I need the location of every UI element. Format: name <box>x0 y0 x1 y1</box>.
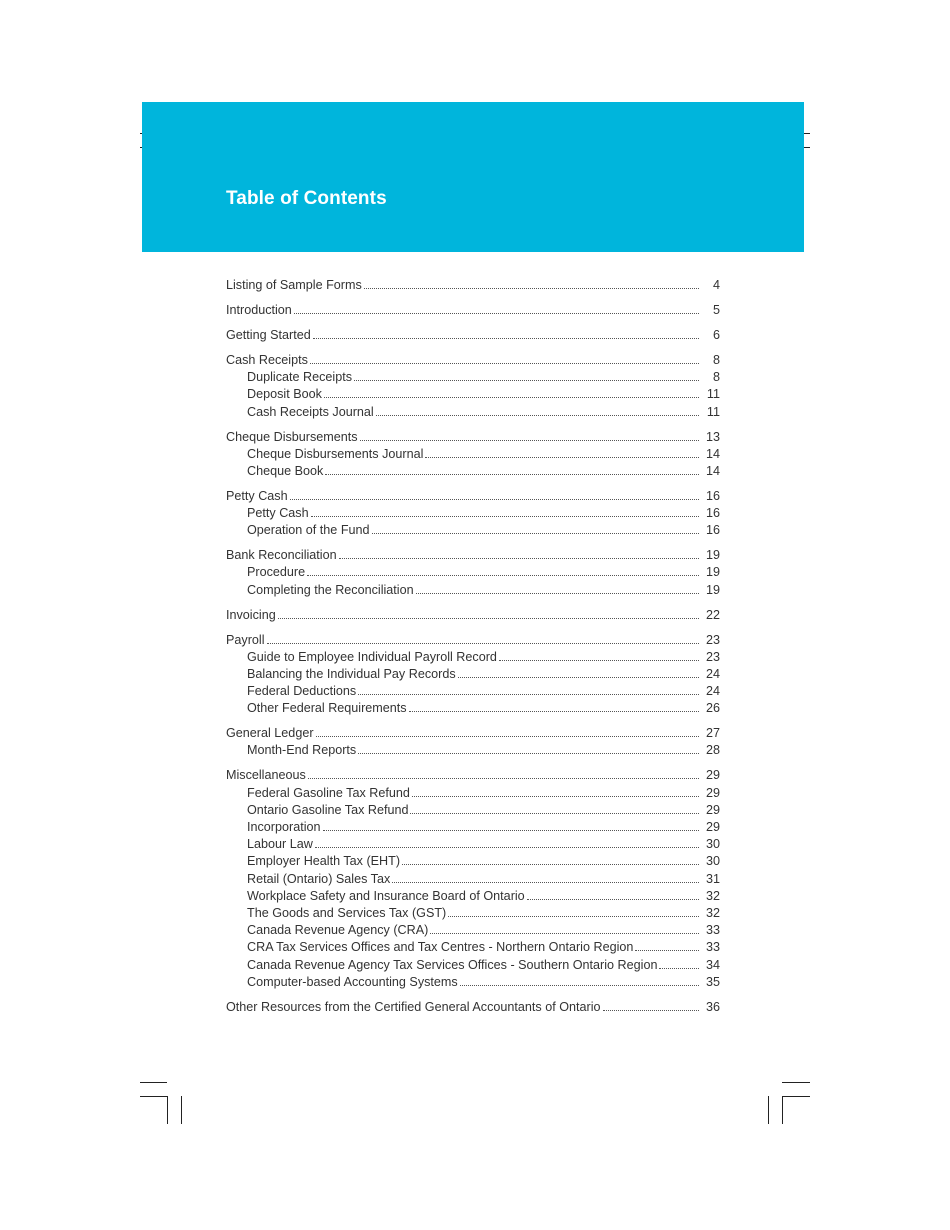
toc-section <box>226 725 720 759</box>
toc-page-number: 27 <box>705 726 720 741</box>
toc-section <box>226 632 720 718</box>
toc-page-number: 19 <box>705 565 720 580</box>
toc-entry-label: Bank Reconciliation <box>226 548 337 563</box>
toc-subentry[interactable] <box>226 564 720 581</box>
toc-subentry[interactable] <box>226 957 720 974</box>
toc-page-number: 19 <box>705 548 720 563</box>
toc-page-number: 34 <box>705 957 720 972</box>
toc-entry-label: Listing of Sample Forms <box>226 278 362 292</box>
dot-leader <box>310 352 699 364</box>
toc-subentry[interactable] <box>226 666 720 683</box>
toc-page-number: 32 <box>705 905 720 920</box>
dot-leader <box>267 632 700 644</box>
toc-subentry[interactable] <box>226 819 720 836</box>
dot-leader <box>358 742 699 754</box>
dot-leader <box>323 819 699 831</box>
dot-leader <box>460 974 699 986</box>
toc-page-number: 30 <box>705 854 720 869</box>
toc-subentry[interactable] <box>226 974 720 991</box>
toc-page-number: 16 <box>705 523 720 538</box>
toc-entry-label: Retail (Ontario) Sales Tax <box>247 871 391 886</box>
toc-entry[interactable] <box>226 327 720 344</box>
toc-subentry[interactable] <box>226 905 720 922</box>
dot-leader <box>358 683 699 695</box>
toc-page-number: 36 <box>705 999 720 1014</box>
toc-entry-label: Completing the Reconciliation <box>247 582 414 597</box>
toc-section <box>226 767 720 990</box>
toc-entry[interactable] <box>226 352 720 369</box>
toc-subentry[interactable] <box>226 922 720 939</box>
toc-entry[interactable] <box>226 725 720 742</box>
toc-entry-label: Other Federal Requirements <box>247 701 407 716</box>
toc-entry-label: Other Resources from the Certified General Accountants of Ontario <box>226 999 601 1014</box>
dot-leader <box>313 327 699 339</box>
toc-subentry[interactable] <box>226 446 720 463</box>
toc-page-number: 6 <box>712 327 720 342</box>
dot-leader <box>635 939 699 951</box>
toc-entry-label: Month-End Reports <box>247 743 357 758</box>
dot-leader <box>458 666 699 678</box>
dot-leader <box>316 725 699 737</box>
toc-entry-label: Ontario Gasoline Tax Refund <box>247 802 409 817</box>
toc-section <box>226 999 720 1016</box>
toc-entry-label: General Ledger <box>226 726 314 741</box>
dot-leader <box>308 767 699 779</box>
toc-subentry[interactable] <box>226 386 720 403</box>
toc-entry-label: The Goods and Services Tax (GST) <box>247 905 447 920</box>
toc-page-number: 26 <box>705 701 720 716</box>
toc-entry[interactable] <box>226 632 720 649</box>
dot-leader <box>307 564 699 576</box>
toc-section <box>226 547 720 599</box>
toc-entry-label: Invoicing <box>226 607 276 622</box>
toc-page-number: 28 <box>705 743 720 758</box>
toc-entry-label: Deposit Book <box>247 387 322 402</box>
toc-entry-label: Guide to Employee Individual Payroll Record <box>247 649 497 664</box>
toc-entry-label: CRA Tax Services Offices and Tax Centres - Northern Ontario Region <box>247 940 634 955</box>
dot-leader <box>412 785 699 797</box>
toc-entry-label: Introduction <box>226 302 292 317</box>
toc-page-number: 19 <box>705 582 720 597</box>
toc-entry-label: Operation of the Fund <box>247 523 370 538</box>
dot-leader <box>364 277 699 289</box>
toc-subentry[interactable] <box>226 582 720 599</box>
toc-subentry[interactable] <box>226 871 720 888</box>
toc-section <box>226 488 720 540</box>
toc-section <box>226 607 720 624</box>
toc-section <box>226 429 720 481</box>
toc-page-number: 5 <box>712 302 720 317</box>
crop-mark <box>768 1096 769 1124</box>
toc-subentry[interactable] <box>226 836 720 853</box>
toc-entry-label: Miscellaneous <box>226 768 306 783</box>
toc-page-number: 14 <box>705 463 720 478</box>
crop-mark <box>804 133 810 134</box>
toc-subentry[interactable] <box>226 369 720 386</box>
toc-subentry[interactable] <box>226 463 720 480</box>
toc-entry-label: Petty Cash <box>226 488 288 503</box>
dot-leader <box>392 871 699 883</box>
toc-entry-label: Computer-based Accounting Systems <box>247 974 458 989</box>
dot-leader <box>499 649 699 661</box>
dot-leader <box>294 302 699 314</box>
toc-entry-label: Incorporation <box>247 820 321 835</box>
toc-subentry[interactable] <box>226 742 720 759</box>
toc-page-number: 23 <box>705 632 720 647</box>
toc-entry-label: Cheque Book <box>247 463 324 478</box>
toc-page-number: 11 <box>706 387 720 402</box>
toc-entry-label: Workplace Safety and Insurance Board of Ontario <box>247 888 525 903</box>
title-banner <box>142 102 804 252</box>
toc-entry-label: Canada Revenue Agency Tax Services Offices - Southern Ontario Region <box>247 957 658 972</box>
toc-page-number: 29 <box>705 768 720 783</box>
toc-page-number: 29 <box>705 785 720 800</box>
dot-leader <box>376 404 699 416</box>
toc-entry-label: Balancing the Individual Pay Records <box>247 666 456 681</box>
toc-entry[interactable] <box>226 488 720 505</box>
toc-page-number: 35 <box>705 974 720 989</box>
crop-mark <box>140 147 142 148</box>
toc-subentry[interactable] <box>226 649 720 666</box>
toc-entry[interactable] <box>226 999 720 1016</box>
toc-page-number: 24 <box>705 666 720 681</box>
toc-page-number: 23 <box>705 649 720 664</box>
toc-subentry[interactable] <box>226 853 720 870</box>
dot-leader <box>290 488 699 500</box>
toc-subentry[interactable] <box>226 404 720 421</box>
toc-page-number: 22 <box>705 607 720 622</box>
toc-entry-label: Payroll <box>226 632 265 647</box>
toc-subentry[interactable] <box>226 939 720 956</box>
dot-leader <box>659 957 699 969</box>
toc-subentry[interactable] <box>226 683 720 700</box>
toc-page-number: 31 <box>705 871 720 886</box>
toc-subentry[interactable] <box>226 522 720 539</box>
toc-page-number: 16 <box>705 506 720 521</box>
dot-leader <box>324 386 699 398</box>
dot-leader <box>360 429 699 441</box>
toc-page-number: 24 <box>705 684 720 699</box>
toc-section <box>226 352 720 421</box>
dot-leader <box>409 700 699 712</box>
toc-page-number: 30 <box>705 837 720 852</box>
toc-page-number: 33 <box>705 940 720 955</box>
toc-entry-label: Procedure <box>247 565 306 580</box>
toc-section <box>226 302 720 319</box>
table-of-contents <box>226 277 720 1024</box>
toc-entry-label: Cheque Disbursements Journal <box>247 446 424 461</box>
crop-mark <box>804 147 810 148</box>
toc-subentry[interactable] <box>226 785 720 802</box>
crop-mark <box>167 1096 168 1124</box>
dot-leader <box>425 446 699 458</box>
page-title: Table of Contents <box>226 188 387 209</box>
toc-entry-label: Duplicate Receipts <box>247 370 352 385</box>
toc-entry-label: Labour Law <box>247 837 313 852</box>
crop-mark <box>140 1082 167 1083</box>
crop-mark <box>782 1096 783 1124</box>
crop-mark <box>140 1096 167 1097</box>
dot-leader <box>410 802 699 814</box>
toc-entry[interactable] <box>226 429 720 446</box>
toc-page-number: 29 <box>705 802 720 817</box>
dot-leader <box>372 522 699 534</box>
crop-mark <box>140 133 142 134</box>
dot-leader <box>311 505 699 517</box>
toc-entry-label: Federal Gasoline Tax Refund <box>247 785 410 800</box>
toc-entry-label: Cash Receipts <box>226 352 308 367</box>
toc-page-number: 11 <box>706 404 720 419</box>
toc-entry[interactable] <box>226 302 720 319</box>
toc-page-number: 4 <box>712 278 720 292</box>
toc-entry-label: Canada Revenue Agency (CRA) <box>247 923 429 938</box>
toc-page-number: 14 <box>705 446 720 461</box>
dot-leader <box>354 369 699 381</box>
dot-leader <box>603 999 700 1011</box>
toc-page-number: 8 <box>712 352 720 367</box>
toc-entry-label: Getting Started <box>226 327 311 342</box>
toc-page-number: 8 <box>712 370 720 385</box>
toc-entry[interactable] <box>226 607 720 624</box>
toc-entry-label: Petty Cash <box>247 506 309 521</box>
dot-leader <box>448 905 699 917</box>
dot-leader <box>527 888 699 900</box>
toc-subentry[interactable] <box>226 505 720 522</box>
toc-entry[interactable] <box>226 277 720 294</box>
toc-page-number: 29 <box>705 820 720 835</box>
dot-leader <box>430 922 699 934</box>
toc-entry-label: Employer Health Tax (EHT) <box>247 854 401 869</box>
dot-leader <box>402 853 699 865</box>
toc-entry-label: Cheque Disbursements <box>226 429 358 444</box>
crop-mark <box>782 1096 810 1097</box>
dot-leader <box>416 582 699 594</box>
toc-page-number: 16 <box>705 488 720 503</box>
toc-subentry[interactable] <box>226 802 720 819</box>
toc-subentry[interactable] <box>226 888 720 905</box>
toc-page-number: 33 <box>705 923 720 938</box>
toc-page-number: 13 <box>705 429 720 444</box>
toc-page-number: 32 <box>705 888 720 903</box>
toc-entry[interactable] <box>226 547 720 564</box>
dot-leader <box>325 463 699 475</box>
dot-leader <box>339 547 699 559</box>
toc-section <box>226 277 720 294</box>
toc-section <box>226 327 720 344</box>
crop-mark <box>181 1096 182 1124</box>
toc-subentry[interactable] <box>226 700 720 717</box>
toc-entry[interactable] <box>226 767 720 784</box>
toc-entry-label: Cash Receipts Journal <box>247 404 374 419</box>
crop-mark <box>782 1082 810 1083</box>
dot-leader <box>315 836 699 848</box>
dot-leader <box>278 607 699 619</box>
toc-entry-label: Federal Deductions <box>247 684 357 699</box>
